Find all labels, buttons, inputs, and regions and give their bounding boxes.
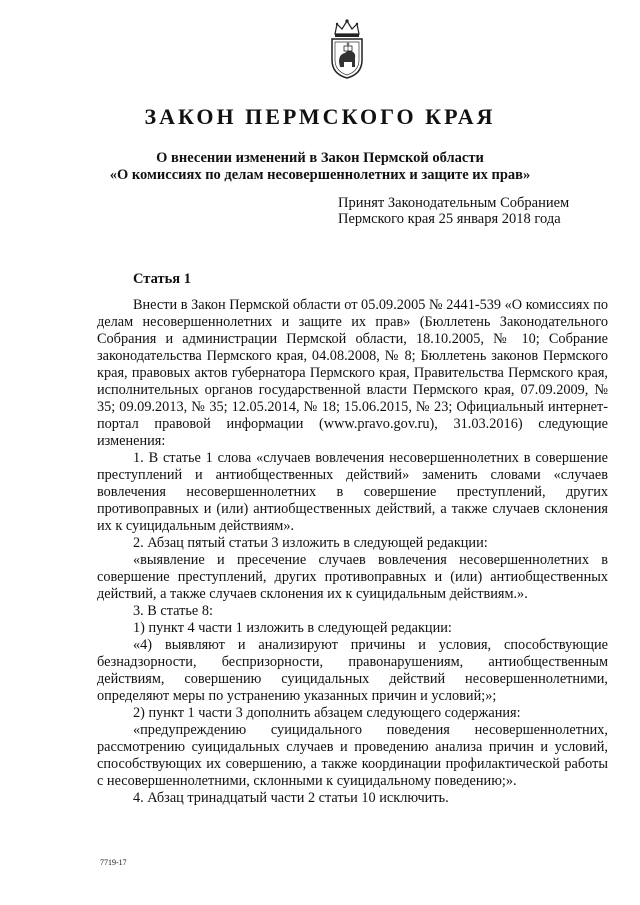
- paragraph-item-3: 3. В статье 8:: [133, 603, 213, 619]
- document-code: 7719-17: [100, 858, 127, 867]
- paragraph-item-3-2-text: «предупреждению суицидального поведения несовершеннолетних, рассмотрению суицидальных случаев и проведению анализа причин и условий, способствующих их совершению, а также координации профилактической работы с несовершеннолетними, склонными к суицидальному поведению;».: [97, 722, 608, 789]
- adoption-line-2: Пермского края 25 января 2018 года: [338, 211, 561, 227]
- article-body: [97, 297, 608, 807]
- law-title: ЗАКОН ПЕРМСКОГО КРАЯ: [144, 104, 496, 129]
- paragraph-item-1: 1. В статье 1 слова «случаев вовлечения несовершеннолетних в совершение преступлений и антиобщественных действий» заменить словами «случаев вовлечения несовершеннолетних в совершение преступлений, других противоправных и (или) антиобщественных действий, а также случаев склонения их к суицидальным действиям».: [97, 450, 608, 534]
- adoption-line-1: Принят Законодательным Собранием: [338, 195, 570, 211]
- paragraph-item-4: 4. Абзац тринадцатый части 2 статьи 10 исключить.: [133, 790, 449, 806]
- paragraph-item-3-2: 2) пункт 1 части 3 дополнить абзацем следующего содержания:: [133, 705, 521, 721]
- paragraph-intro: Внести в Закон Пермской области от 05.09.2005 № 2441-539 «О комиссиях по делам несовершеннолетних и защите их прав» (Бюллетень Законодательного Собрания и администрации Пермской области, 18.10.2005, № 10; Собрание законодательства Пермского края, 04.08.2008, № 8; Бюллетень законов Пермского края, правовых актов губернатора Пермского края, Правительства Пермского края, исполнительных органов государственной власти Пермского края, 07.09.2009, № 35; 09.09.2013, № 35; 12.05.2014, № 18; 15.06.2015, № 23; Официальный интернет-портал правовой информации (www.pravo.gov.ru), 31.03.2016) следующие изменения:: [97, 297, 608, 449]
- coat-of-arms-icon: [327, 18, 367, 80]
- law-subtitle: [80, 150, 560, 184]
- adoption-note: [338, 195, 608, 227]
- paragraph-item-2: 2. Абзац пятый статьи 3 изложить в следующей редакции:: [133, 535, 488, 551]
- paragraph-item-2-text: «выявление и пресечение случаев вовлечения несовершеннолетних в совершение преступлений, других противоправных и (или) антиобщественных действий, а также случаев склонения их к суицидальным действиям.».: [97, 552, 608, 602]
- paragraph-item-3-1: 1) пункт 4 части 1 изложить в следующей редакции:: [133, 620, 452, 636]
- subtitle-line-2: «О комиссиях по делам несовершеннолетних и защите их прав»: [109, 167, 531, 183]
- subtitle-line-1: О внесении изменений в Закон Пермской области: [156, 150, 484, 166]
- article-heading: Статья 1: [133, 271, 191, 287]
- paragraph-item-3-1-text: «4) выявляют и анализируют причины и условия, способствующие безнадзорности, беспризорности, правонарушениям, антиобщественным действиям, совершению суицидальных действий несовершеннолетними, определяют меры по устранению указанных причин и условий;»;: [97, 637, 608, 704]
